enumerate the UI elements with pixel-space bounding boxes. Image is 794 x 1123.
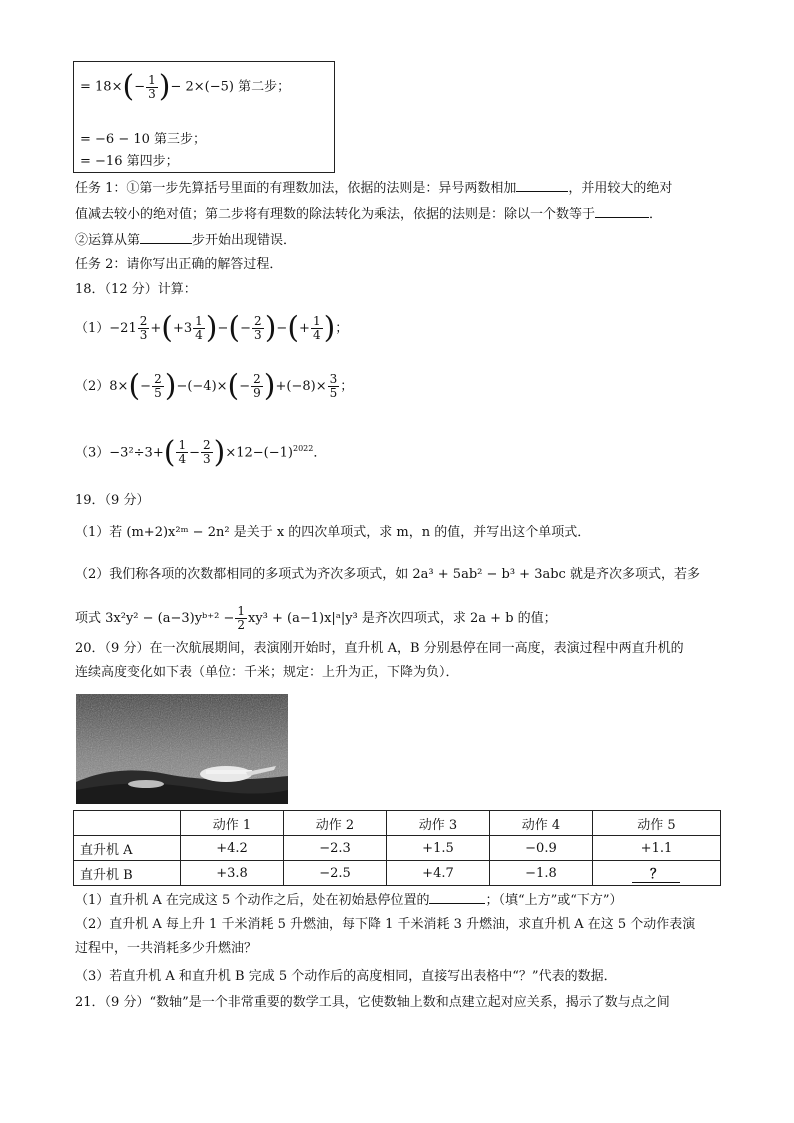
q21-line1: 21．（9 分）“数轴”是一个非常重要的数学工具，它使数轴上数和点建立起对应关系，揭示了数与点之间 [75,995,670,1010]
helicopter-photo [76,694,288,804]
table-cell: 直升机 B [74,861,181,886]
q20-sub2b: 过程中，一共消耗多少升燃油？ [75,941,258,956]
task1-text: 任务 1：①第一步先算括号里面的有理数加法，依据的法则是：异号两数相加 [75,181,517,196]
table-cell-unknown [592,861,720,886]
answer-blank [140,230,192,244]
table-cell: +3.8 [181,861,284,886]
table-header-cell: 动作 3 [386,811,489,836]
table-cell: −2.5 [283,861,386,886]
task1-text: 值减去较小的绝对值；第二步将有理数的除法转化为乘法，依据的法则是：除以一个数等于 [75,207,596,222]
task2-line: 任务 2：请你写出正确的解答过程． [75,257,283,272]
solution-steps-box [73,61,335,173]
q19-part2b [75,602,557,636]
q18-part2: （2）8×(− $\frac{2}{5}$ )−(−4)×(− $\frac{2}{9}$ )+(−8)× $\frac{3}{5}$ ； [75,368,354,404]
table-header-cell: 动作 4 [489,811,592,836]
table-cell: 直升机 A [74,836,181,861]
part-label: （3） [75,445,110,461]
table-header-cell [74,811,181,836]
step4-line: = −16 第四步； [80,154,179,169]
q20-line2: 连续高度变化如下表（单位：千米；规定：上升为正，下降为负）． [75,665,459,680]
table-cell: +4.7 [386,861,489,886]
q20-sub1 [75,890,623,910]
task1-text: ②运算从第 [75,233,141,248]
table-header-cell: 动作 1 [181,811,284,836]
task1-text: ，并用较大的绝对 [568,181,673,196]
helicopter-table [73,810,721,886]
q19-part1: （1）若 (m+2)x²ᵐ − 2n² 是关于 x 的四次单项式，求 m，n 的值，并写出这个单项式． [75,525,591,540]
q18-title: 18．（12 分）计算： [75,282,197,297]
answer-blank [595,204,649,218]
answer-blank [516,178,568,192]
fraction: $\frac{1}{3}$ [148,72,156,101]
q19-title: 19．（9 分） [75,493,150,508]
q18-part3: （3）−3²÷3+( $\frac{1}{4}$ − $\frac{2}{3}$ )$\times 12-(-1)^{2022}$． [75,434,327,470]
table-cell: −0.9 [489,836,592,861]
table-row [74,836,721,861]
q20-line1: 20．（9 分）在一次航展期间，表演刚开始时，直升机 A，B 分别悬停在同一高度，表演过程中两直升机的 [75,641,684,656]
task1-text: 步开始出现错误． [192,233,297,248]
part-label: （2） [75,379,110,394]
task1-line1 [75,178,672,198]
task1-line3 [75,230,296,250]
table-cell: +1.5 [386,836,489,861]
q19-text: 项式 3x²y² − (a−3)yᵇ⁺² − [75,611,235,626]
table-header-cell: 动作 5 [592,811,720,836]
task1-line2 [75,204,662,224]
step2-line: = 18×(− $\frac{1}{3}$ )− 2×(−5) 第二步； [80,69,291,104]
table-cell: +4.2 [181,836,284,861]
table-header-row [74,811,721,836]
table-row [74,861,721,886]
unknown-value: ？ [632,863,680,883]
step3-line: = −6 − 10 第三步； [80,132,207,147]
q20-sub2a: （2）直升机 A 每上升 1 千米消耗 5 升燃油，每下降 1 千米消耗 3 升燃油，求直升机 A 在这 5 个动作表演 [75,917,696,932]
answer-blank [429,890,485,904]
q20-text: ；（填“上方”或“下方”） [485,893,623,908]
table-cell: −2.3 [283,836,386,861]
part-label: （1） [75,321,110,336]
q19-part2a: （2）我们称各项的次数都相同的多项式为齐次多项式，如 2a³ + 5ab² − b³ + 3abc 就是齐次多项式，若多 [75,567,700,582]
table-header-cell: 动作 2 [283,811,386,836]
step2-suffix: − 2×(−5) 第二步； [170,79,291,95]
q18-part1: （1）−21 $\frac{2}{3}$ +(+3 $\frac{1}{4}$ )−(− $\frac{2}{3}$ )−(+ $\frac{1}{4}$ )； [75,310,349,346]
q19-text: xy³ + (a−1)x|ᵃ|y³ 是齐次四项式，求 2a + b 的值； [248,611,557,626]
q20-sub3: （3）若直升机 A 和直升机 B 完成 5 个动作后的高度相同，直接写出表格中“？”代表的数据． [75,969,617,984]
task1-text: ． [649,207,663,222]
q20-text: （1）直升机 A 在完成这 5 个动作之后，处在初始悬停位置的 [75,893,430,908]
table-cell: +1.1 [592,836,720,861]
step2-prefix: = 18× [80,79,123,95]
table-cell: −1.8 [489,861,592,886]
fraction: $\frac{1}{2}$ [237,604,245,632]
